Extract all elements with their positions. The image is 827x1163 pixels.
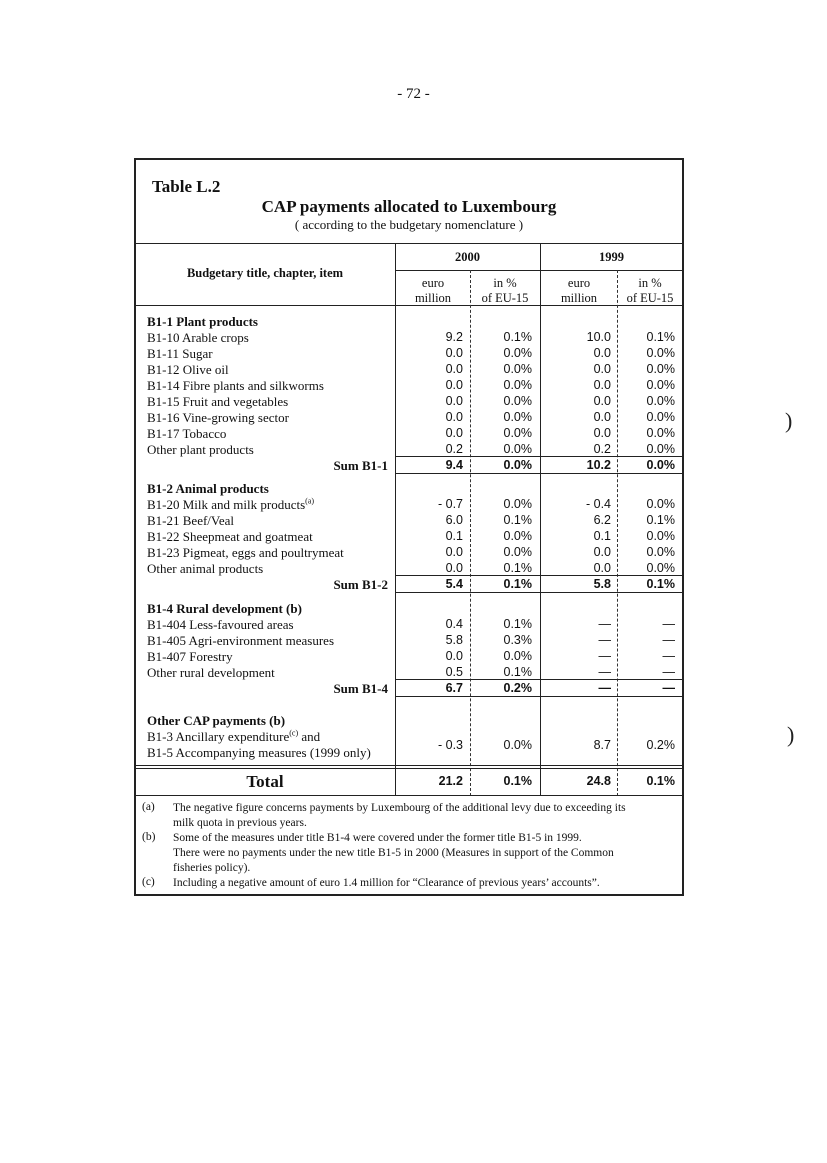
cell-1999-pct: 0.0% xyxy=(646,545,675,559)
cell-1999-pct: — xyxy=(662,665,675,679)
cell-1999-euro: 6.2 xyxy=(593,513,611,527)
section-title: B1-2 Animal products xyxy=(147,481,269,496)
cell-2000-euro: 0.0 xyxy=(445,394,463,408)
footnote-line: fisheries policy). xyxy=(173,862,251,874)
sum-1999-euro: 10.2 xyxy=(586,458,611,472)
cell-2000-euro: 0.0 xyxy=(445,426,463,440)
cell-2000-euro: 0.0 xyxy=(445,545,463,559)
row-label: Other plant products xyxy=(147,442,254,457)
cell-2000-pct: 0.1% xyxy=(503,513,532,527)
cell-1999-euro: 0.0 xyxy=(593,346,611,360)
cell-2000-euro: - 0.3 xyxy=(437,738,463,752)
year-rule xyxy=(395,270,683,271)
cell-2000-pct: 0.0% xyxy=(503,738,532,752)
footnote-mark: (a) xyxy=(142,801,155,813)
cell-2000-euro: 0.0 xyxy=(445,561,463,575)
cell-1999-euro: 0.1 xyxy=(593,529,611,543)
sum-1999-euro: — xyxy=(598,681,611,695)
cell-2000-euro: 5.8 xyxy=(445,633,463,647)
sum-rule-top xyxy=(395,456,683,457)
section-title: B1-4 Rural development (b) xyxy=(147,601,302,616)
cell-1999-euro: 0.0 xyxy=(593,426,611,440)
sum-label: Sum B1-1 xyxy=(333,458,388,473)
cell-1999-euro: 0.0 xyxy=(593,545,611,559)
cell-1999-pct: 0.0% xyxy=(646,426,675,440)
sum-label: Sum B1-4 xyxy=(333,681,388,696)
row-label: Other animal products xyxy=(147,561,264,576)
cell-1999-euro: — xyxy=(598,633,611,647)
cell-2000-euro: 9.2 xyxy=(445,330,463,344)
page-number: - 72 - xyxy=(397,86,430,102)
sum-1999-pct: 0.1% xyxy=(646,577,675,591)
table-id: Table L.2 xyxy=(152,177,221,196)
table-title: CAP payments allocated to Luxembourg xyxy=(261,197,557,216)
cell-1999-pct: 0.0% xyxy=(646,529,675,543)
cell-2000-pct: 0.1% xyxy=(503,330,532,344)
cell-1999-pct: 0.0% xyxy=(646,346,675,360)
cell-2000-pct: 0.0% xyxy=(503,545,532,559)
sum-rule-top xyxy=(395,679,683,680)
row-label: B1-5 Accompanying measures (1999 only) xyxy=(147,745,371,760)
row-label: B1-407 Forestry xyxy=(147,649,233,664)
col-1999-euro-header: euro million xyxy=(560,276,598,305)
total-label: Total xyxy=(246,772,284,791)
year-2000-header: 2000 xyxy=(455,250,480,264)
cell-2000-euro: 6.0 xyxy=(445,513,463,527)
row-label: B1-14 Fibre plants and silkworms xyxy=(147,378,324,393)
footnote-line: milk quota in previous years. xyxy=(173,817,307,829)
row-label: B1-20 Milk and milk products$^{(a)}$ xyxy=(147,496,315,512)
row-label: B1-11 Sugar xyxy=(147,346,213,361)
cell-2000-pct: 0.0% xyxy=(503,378,532,392)
cell-2000-euro: 0.2 xyxy=(445,442,463,456)
sum-1999-pct: 0.0% xyxy=(646,458,675,472)
row-label: B1-15 Fruit and vegetables xyxy=(147,394,289,409)
sum-rule-top xyxy=(395,575,683,576)
sum-2000-pct: 0.1% xyxy=(503,577,532,591)
header-top-rule xyxy=(135,243,683,244)
cell-1999-euro: 0.2 xyxy=(593,442,611,456)
cell-2000-euro: 0.0 xyxy=(445,378,463,392)
col-1999-pct-header: in % of EU-15 xyxy=(626,276,674,305)
row-label: B1-17 Tobacco xyxy=(147,426,227,441)
cell-2000-euro: 0.5 xyxy=(445,665,463,679)
cell-2000-pct: 0.3% xyxy=(503,633,532,647)
cell-1999-pct: 0.0% xyxy=(646,362,675,376)
section-title: Other CAP payments (b) xyxy=(147,713,286,728)
cell-2000-euro: 0.0 xyxy=(445,649,463,663)
sum-2000-euro: 5.4 xyxy=(445,577,463,591)
row-label: Other rural development xyxy=(147,665,275,680)
cell-2000-pct: 0.0% xyxy=(503,497,532,511)
cell-2000-pct: 0.0% xyxy=(503,410,532,424)
cell-1999-euro: 0.0 xyxy=(593,410,611,424)
col-2000-euro-header: euro million xyxy=(414,276,452,305)
sum-rule-bottom xyxy=(395,473,683,474)
cell-1999-euro: 10.0 xyxy=(586,330,611,344)
cell-1999-euro: — xyxy=(598,649,611,663)
cell-1999-euro: - 0.4 xyxy=(585,497,611,511)
cell-2000-pct: 0.0% xyxy=(503,362,532,376)
cell-2000-pct: 0.1% xyxy=(503,665,532,679)
sum-2000-euro: 6.7 xyxy=(445,681,463,695)
sum-rule-bottom xyxy=(395,592,683,593)
cell-1999-pct: 0.0% xyxy=(646,561,675,575)
row-label: B1-16 Vine-growing sector xyxy=(147,410,289,425)
row-label: B1-21 Beef/Veal xyxy=(147,513,235,528)
year-1999-header: 1999 xyxy=(599,250,624,264)
sum-2000-euro: 9.4 xyxy=(445,458,463,472)
label-column-header: Budgetary title, chapter, item xyxy=(186,266,344,280)
total-rule-top-2 xyxy=(135,768,683,769)
sum-1999-euro: 5.8 xyxy=(593,577,611,591)
sum-rule-bottom xyxy=(395,696,683,697)
footnote-line: Including a negative amount of euro 1.4 million for “Clearance of previous years’ accounts”. xyxy=(173,877,600,889)
cell-1999-pct: 0.0% xyxy=(646,394,675,408)
total-2000-pct: 0.1% xyxy=(503,774,532,788)
sum-2000-pct: 0.2% xyxy=(503,681,532,695)
cell-2000-euro: 0.0 xyxy=(445,346,463,360)
cell-1999-pct: 0.1% xyxy=(646,513,675,527)
cell-2000-pct: 0.0% xyxy=(503,442,532,456)
cell-1999-pct: 0.0% xyxy=(646,410,675,424)
row-label: B1-22 Sheepmeat and goatmeat xyxy=(147,529,313,544)
cell-2000-pct: 0.0% xyxy=(503,649,532,663)
sum-label: Sum B1-2 xyxy=(333,577,388,592)
row-label: B1-12 Olive oil xyxy=(147,362,229,377)
cell-2000-euro: 0.4 xyxy=(445,617,463,631)
cell-1999-pct: 0.1% xyxy=(646,330,675,344)
cell-2000-pct: 0.1% xyxy=(503,561,532,575)
sum-2000-pct: 0.0% xyxy=(503,458,532,472)
cell-1999-euro: 0.0 xyxy=(593,378,611,392)
cell-2000-pct: 0.1% xyxy=(503,617,532,631)
section-title: B1-1 Plant products xyxy=(147,314,258,329)
cell-1999-pct: — xyxy=(662,649,675,663)
total-2000-euro: 21.2 xyxy=(438,774,463,788)
row-label: B1-405 Agri-environment measures xyxy=(147,633,335,648)
cell-1999-euro: 0.0 xyxy=(593,561,611,575)
cell-1999-euro: — xyxy=(598,617,611,631)
total-1999-pct: 0.1% xyxy=(646,774,675,788)
cell-1999-euro: — xyxy=(598,665,611,679)
cell-1999-pct: 0.0% xyxy=(646,378,675,392)
cell-1999-pct: — xyxy=(662,633,675,647)
total-1999-euro: 24.8 xyxy=(586,774,611,788)
row-label: B1-10 Arable crops xyxy=(147,330,249,345)
cell-2000-euro: 0.0 xyxy=(445,410,463,424)
scan-artifact-mark: ) xyxy=(787,722,795,747)
footnote-mark: (c) xyxy=(142,876,155,888)
cell-2000-euro: 0.0 xyxy=(445,362,463,376)
table-subtitle: ( according to the budgetary nomenclature ) xyxy=(294,217,524,232)
cell-1999-pct: — xyxy=(662,617,675,631)
row-label: B1-3 Ancillary expenditure$^{(c)}$ and xyxy=(147,728,321,744)
footnote-mark: (b) xyxy=(142,831,156,843)
row-label: B1-23 Pigmeat, eggs and poultrymeat xyxy=(147,545,344,560)
cell-2000-pct: 0.0% xyxy=(503,346,532,360)
cell-1999-pct: 0.0% xyxy=(646,497,675,511)
cell-2000-euro: - 0.7 xyxy=(437,497,463,511)
cell-2000-pct: 0.0% xyxy=(503,394,532,408)
row-label: B1-404 Less-favoured areas xyxy=(147,617,294,632)
scan-artifact-mark: ) xyxy=(785,408,793,433)
cell-1999-euro: 0.0 xyxy=(593,362,611,376)
sum-1999-pct: — xyxy=(662,681,675,695)
total-rule-top-1 xyxy=(135,765,683,766)
cell-2000-pct: 0.0% xyxy=(503,529,532,543)
cell-2000-euro: 0.1 xyxy=(445,529,463,543)
footnote-line: Some of the measures under title B1-4 were covered under the former title B1-5 in 1999. xyxy=(173,832,582,844)
cell-1999-pct: 0.2% xyxy=(646,738,675,752)
cell-2000-pct: 0.0% xyxy=(503,426,532,440)
cell-1999-pct: 0.0% xyxy=(646,442,675,456)
col-2000-pct-header: in % of EU-15 xyxy=(481,276,529,305)
footnote-line: The negative figure concerns payments by Luxembourg of the additional levy due to exceeding its xyxy=(173,802,626,814)
cell-1999-euro: 8.7 xyxy=(593,738,611,752)
cell-1999-euro: 0.0 xyxy=(593,394,611,408)
footnote-line: There were no payments under the new title B1-5 in 2000 (Measures in support of the Common xyxy=(173,847,614,859)
total-rule-bottom xyxy=(135,795,683,796)
